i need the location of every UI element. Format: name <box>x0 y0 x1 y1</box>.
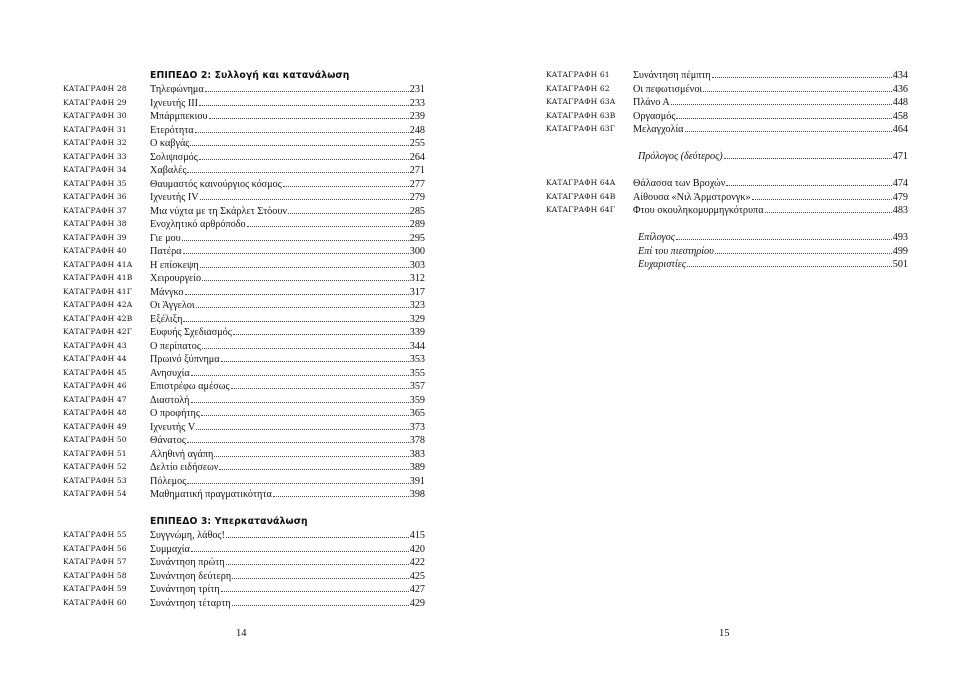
entry-label: ΚΑΤΑΓΡΑΦΗ 32 <box>63 138 127 147</box>
entry-page-number: 425 <box>409 570 425 582</box>
entry-title: Συνάντηση πρώτη <box>150 557 225 568</box>
entry-title: Μαθηματική πραγματικότητα <box>150 489 272 500</box>
entry-label: ΚΑΤΑΓΡΑΦΗ 51 <box>63 448 127 458</box>
entry-label: ΚΑΤΑΓΡΑΦΗ 47 <box>63 394 127 404</box>
dot-leader <box>671 95 892 105</box>
right-toc-list <box>546 68 908 271</box>
entry-label: ΚΑΤΑΓΡΑΦΗ 59 <box>63 584 127 593</box>
entry-title: Χαβαλές <box>150 165 187 176</box>
entry-label: ΚΑΤΑΓΡΑΦΗ 60 <box>63 597 127 607</box>
entry-page-number: 248 <box>409 124 425 136</box>
entry-page-number: 422 <box>409 557 425 568</box>
entry-page-number: 483 <box>892 205 908 216</box>
entry-page-number: 391 <box>409 475 425 487</box>
section-2-list <box>63 82 425 501</box>
entry-label: ΚΑΤΑΓΡΑΦΗ 56 <box>63 543 127 553</box>
page-number-left: 14 <box>236 628 247 639</box>
toc-entry <box>63 339 425 353</box>
entry-page-number: 277 <box>409 178 425 190</box>
dot-leader <box>195 123 409 133</box>
toc-entry <box>63 406 425 420</box>
dot-leader <box>752 190 892 200</box>
entry-label: ΚΑΤΑΓΡΑΦΗ 36 <box>63 192 127 201</box>
toc-entry <box>63 150 425 164</box>
dot-leader <box>196 298 409 308</box>
entry-label: ΚΑΤΑΓΡΑΦΗ 34 <box>63 165 127 174</box>
dot-leader <box>191 366 409 376</box>
dot-leader <box>214 447 408 457</box>
entry-label: ΚΑΤΑΓΡΑΦΗ 44 <box>63 354 127 363</box>
entry-page-number: 329 <box>409 313 425 325</box>
dot-leader <box>221 352 409 362</box>
entry-title: Μπάρμπεκιου <box>150 111 208 122</box>
entry-page-number: 436 <box>892 83 908 95</box>
entry-title: Αίθουσα «Νιλ Άρμστρονγκ» <box>633 191 751 203</box>
entry-title: Συνάντηση τρίτη <box>150 584 220 595</box>
toc-entry <box>63 217 425 231</box>
toc-entry <box>546 122 908 136</box>
entry-title: Επί του πιεστηρίου <box>638 245 714 257</box>
dot-leader <box>247 217 409 227</box>
entry-page-number: 365 <box>409 408 425 419</box>
dot-leader <box>201 406 409 416</box>
dot-leader <box>715 244 892 254</box>
entry-page-number: 389 <box>409 462 425 473</box>
toc-entry <box>546 176 908 190</box>
dot-leader <box>687 257 892 267</box>
entry-title: Θάνατος <box>150 435 186 446</box>
entry-title: Πρόλογος (δεύτερος) <box>638 151 723 162</box>
entry-title: Ευφυής Σχεδιασμός <box>150 327 232 338</box>
toc-entry <box>63 379 425 393</box>
entry-label: ΚΑΤΑΓΡΑΦΗ 37 <box>63 205 127 215</box>
entry-label: ΚΑΤΑΓΡΑΦΗ 50 <box>63 435 127 444</box>
entry-title: Πλάνο Α <box>633 97 670 108</box>
entry-title: Ο προφήτης <box>150 408 200 419</box>
entry-page-number: 231 <box>409 84 425 95</box>
entry-label: ΚΑΤΑΓΡΑΦΗ 45 <box>63 367 127 377</box>
entry-label: ΚΑΤΑΓΡΑΦΗ 28 <box>63 84 127 93</box>
entry-page-number: 357 <box>409 381 425 392</box>
toc-entry <box>63 204 425 218</box>
toc-entry <box>63 569 425 583</box>
entry-title: Οι Άγγελοι <box>150 300 195 311</box>
dot-leader <box>183 244 409 254</box>
toc-entry <box>63 244 425 258</box>
entry-title: Τηλεφώνημα <box>150 84 204 95</box>
toc-entry <box>63 474 425 488</box>
entry-title: Διαστολή <box>150 394 190 406</box>
entry-label: ΚΑΤΑΓΡΑΦΗ 39 <box>63 232 127 242</box>
dot-leader <box>232 596 409 606</box>
entry-title: Συνάντηση τέταρτη <box>150 597 231 609</box>
entry-label: ΚΑΤΑΓΡΑΦΗ 41Α <box>63 259 133 269</box>
dot-leader <box>200 258 409 268</box>
dot-leader <box>202 339 409 349</box>
dot-leader <box>233 325 409 335</box>
entry-label: ΚΑΤΑΓΡΑΦΗ 42Γ <box>63 327 133 336</box>
entry-title: Πρωινό ξύπνημα <box>150 354 220 365</box>
toc-entry <box>63 190 425 204</box>
entry-page-number: 499 <box>892 245 908 257</box>
entry-page-number: 279 <box>409 192 425 203</box>
dot-leader <box>676 230 892 240</box>
entry-page-number: 271 <box>409 165 425 176</box>
entry-title: Μελαγχολία <box>633 124 684 135</box>
section-3-heading: ΕΠΙΠΕΔΟ 3: Υπερκατανάλωση <box>150 516 308 527</box>
entry-label: ΚΑΤΑΓΡΑΦΗ 55 <box>63 530 127 539</box>
entry-title: Μάνγκο <box>150 286 184 298</box>
dot-leader <box>191 393 409 403</box>
entry-page-number: 479 <box>892 191 908 203</box>
dot-leader <box>182 231 409 241</box>
dot-leader <box>191 542 409 552</box>
entry-title: Ανησυχία <box>150 367 190 379</box>
toc-entry <box>546 149 908 163</box>
entry-label: ΚΑΤΑΓΡΑΦΗ 46 <box>63 381 127 390</box>
toc-entry <box>63 582 425 596</box>
section-3-list <box>63 528 425 609</box>
entry-page-number: 448 <box>892 97 908 108</box>
entry-label: ΚΑΤΑΓΡΑΦΗ 63Α <box>546 97 616 106</box>
toc-entry <box>63 393 425 407</box>
entry-page-number: 353 <box>409 354 425 365</box>
entry-title: Συνάντηση δεύτερη <box>150 570 232 582</box>
entry-title: Οργασμός <box>633 110 676 122</box>
entry-label: ΚΑΤΑΓΡΑΦΗ 42Α <box>63 300 133 309</box>
entry-label: ΚΑΤΑΓΡΑΦΗ 38 <box>63 219 127 228</box>
entry-title: Γιε μου <box>150 232 181 244</box>
dot-leader <box>196 420 409 430</box>
toc-entry <box>546 257 908 271</box>
entry-label: ΚΑΤΑΓΡΑΦΗ 49 <box>63 421 127 431</box>
dot-leader <box>273 487 409 497</box>
entry-title: Πατέρα <box>150 246 182 257</box>
list-gap <box>546 163 908 177</box>
entry-title: Δελτίο ειδήσεων <box>150 462 219 473</box>
entry-title: Συμμαχία <box>150 543 190 555</box>
entry-label: ΚΑΤΑΓΡΑΦΗ 48 <box>63 408 127 417</box>
entry-label: ΚΑΤΑΓΡΑΦΗ 63Γ <box>546 124 616 133</box>
toc-entry <box>546 203 908 217</box>
toc-entry <box>546 109 908 123</box>
entry-title: Ετερότητα <box>150 124 194 136</box>
entry-page-number: 295 <box>409 232 425 244</box>
entry-label: ΚΑΤΑΓΡΑΦΗ 63Β <box>546 110 616 120</box>
entry-page-number: 264 <box>409 151 425 163</box>
toc-entry <box>63 352 425 366</box>
toc-entry <box>63 271 425 285</box>
toc-entry <box>546 82 908 96</box>
toc-entry <box>546 230 908 244</box>
toc-entry <box>63 447 425 461</box>
entry-label: ΚΑΤΑΓΡΑΦΗ 64Β <box>546 191 616 201</box>
entry-page-number: 323 <box>409 300 425 311</box>
entry-title: Θαυμαστός καινούργιος κόσμος <box>150 178 282 190</box>
entry-page-number: 285 <box>409 205 425 217</box>
entry-title: Ο περίπατος <box>150 340 201 352</box>
dot-leader <box>726 176 891 186</box>
dot-leader <box>209 109 409 119</box>
list-gap <box>546 136 908 150</box>
toc-entry <box>546 244 908 258</box>
dot-leader <box>283 177 409 187</box>
entry-page-number: 303 <box>409 259 425 271</box>
dot-leader <box>185 285 409 295</box>
page-number-right: 15 <box>719 628 730 639</box>
entry-label: ΚΑΤΑΓΡΑΦΗ 40 <box>63 246 127 255</box>
toc-entry <box>63 433 425 447</box>
section-2-heading: ΕΠΙΠΕΔΟ 2: Συλλογή και κατανάλωση <box>150 70 350 81</box>
entry-page-number: 373 <box>409 421 425 433</box>
toc-entry <box>63 542 425 556</box>
entry-label: ΚΑΤΑΓΡΑΦΗ 58 <box>63 570 127 580</box>
entry-title: Ιχνευτής V <box>150 421 196 433</box>
entry-page-number: 255 <box>409 138 425 149</box>
toc-entry <box>63 487 425 501</box>
dot-leader <box>676 109 891 119</box>
toc-entry <box>63 96 425 110</box>
entry-label: ΚΑΤΑΓΡΑΦΗ 29 <box>63 97 127 107</box>
entry-page-number: 420 <box>409 543 425 555</box>
toc-entry <box>63 460 425 474</box>
dot-leader <box>219 460 408 470</box>
entry-label: ΚΑΤΑΓΡΑΦΗ 33 <box>63 151 127 161</box>
entry-title: Θάλασσα των Βροχών <box>633 178 726 189</box>
entry-label: ΚΑΤΑΓΡΑΦΗ 30 <box>63 111 127 120</box>
entry-page-number: 474 <box>892 178 908 189</box>
dot-leader <box>703 82 892 92</box>
entry-page-number: 355 <box>409 367 425 379</box>
entry-title: Πόλεμος <box>150 475 187 487</box>
dot-leader <box>199 96 409 106</box>
toc-entry <box>63 298 425 312</box>
entry-title: Σολιψισμός <box>150 151 198 163</box>
entry-title: Ευχαριστίες <box>638 259 686 270</box>
entry-page-number: 359 <box>409 394 425 406</box>
toc-entry <box>63 285 425 299</box>
toc-entry <box>63 258 425 272</box>
entry-page-number: 398 <box>409 489 425 500</box>
dot-leader <box>724 149 892 159</box>
entry-page-number: 415 <box>409 530 425 541</box>
toc-entry <box>63 136 425 150</box>
entry-page-number: 317 <box>409 286 425 298</box>
entry-title: Συγγνώμη, λάθος! <box>150 530 225 541</box>
entry-title: Συνάντηση πέμπτη <box>633 70 711 81</box>
entry-label: ΚΑΤΑΓΡΑΦΗ 42Β <box>63 313 133 323</box>
dot-leader <box>199 150 409 160</box>
entry-page-number: 312 <box>409 273 425 284</box>
entry-label: ΚΑΤΑΓΡΑΦΗ 61 <box>546 70 610 79</box>
toc-entry <box>63 163 425 177</box>
entry-title: Μια νύχτα με τη Σκάρλετ Στόουν <box>150 205 288 217</box>
dot-leader <box>231 379 409 389</box>
entry-label: ΚΑΤΑΓΡΑΦΗ 31 <box>63 124 127 134</box>
entry-page-number: 434 <box>892 70 908 81</box>
entry-label: ΚΑΤΑΓΡΑΦΗ 43 <box>63 340 127 350</box>
dot-leader <box>221 582 409 592</box>
dot-leader <box>712 68 892 78</box>
entry-page-number: 378 <box>409 435 425 446</box>
entry-page-number: 471 <box>892 151 908 162</box>
entry-page-number: 239 <box>409 111 425 122</box>
toc-entry <box>63 528 425 542</box>
dot-leader <box>226 528 409 538</box>
dot-leader <box>187 163 408 173</box>
toc-entry <box>63 312 425 326</box>
toc-entry <box>63 420 425 434</box>
dot-leader <box>202 271 409 281</box>
entry-title: Χειρουργείο <box>150 273 202 284</box>
toc-entry <box>63 82 425 96</box>
toc-entry <box>63 555 425 569</box>
dot-leader <box>226 555 409 565</box>
entry-page-number: 464 <box>892 124 908 135</box>
list-gap <box>546 217 908 231</box>
dot-leader <box>200 190 409 200</box>
toc-entry <box>546 190 908 204</box>
dot-leader <box>288 204 409 214</box>
entry-title: Αληθινή αγάπη <box>150 448 214 460</box>
entry-label: ΚΑΤΑΓΡΑΦΗ 54 <box>63 489 127 498</box>
toc-entry <box>63 123 425 137</box>
entry-title: Επιστρέφω αμέσως <box>150 381 230 392</box>
toc-entry <box>63 177 425 191</box>
dot-leader <box>183 312 408 322</box>
entry-label: ΚΑΤΑΓΡΑΦΗ 41Γ <box>63 286 133 296</box>
toc-entry <box>63 325 425 339</box>
entry-page-number: 427 <box>409 584 425 595</box>
entry-page-number: 233 <box>409 97 425 109</box>
entry-page-number: 493 <box>892 232 908 243</box>
entry-title: Ο καβγάς <box>150 138 190 149</box>
entry-title: Επίλογος <box>638 232 675 243</box>
right-page <box>483 0 966 680</box>
toc-entry <box>63 231 425 245</box>
entry-title: Η επίσκεψη <box>150 259 199 271</box>
dot-leader <box>232 569 409 579</box>
entry-label: ΚΑΤΑΓΡΑΦΗ 52 <box>63 462 127 471</box>
dot-leader <box>187 433 409 443</box>
dot-leader <box>190 136 408 146</box>
entry-page-number: 501 <box>892 259 908 270</box>
dot-leader <box>187 474 408 484</box>
entry-label: ΚΑΤΑΓΡΑΦΗ 41Β <box>63 273 133 282</box>
entry-page-number: 383 <box>409 448 425 460</box>
entry-label: ΚΑΤΑΓΡΑΦΗ 35 <box>63 178 127 188</box>
entry-label: ΚΑΤΑΓΡΑΦΗ 64Α <box>546 178 616 187</box>
entry-label: ΚΑΤΑΓΡΑΦΗ 62 <box>546 83 610 93</box>
dot-leader <box>685 122 892 132</box>
entry-title: Φτου σκουληκομυρμηγκότρυπα <box>633 205 764 216</box>
entry-title: Ιχνευτής IV <box>150 192 199 203</box>
dot-leader <box>765 203 892 213</box>
entry-label: ΚΑΤΑΓΡΑΦΗ 64Γ <box>546 205 616 214</box>
entry-title: Ιχνευτής ΙΙΙ <box>150 97 199 109</box>
dot-leader <box>205 82 409 92</box>
toc-entry <box>546 95 908 109</box>
toc-entry <box>546 68 908 82</box>
toc-entry <box>63 366 425 380</box>
entry-page-number: 300 <box>409 246 425 257</box>
toc-entry <box>63 596 425 610</box>
toc-entry <box>63 109 425 123</box>
entry-label: ΚΑΤΑΓΡΑΦΗ 53 <box>63 475 127 485</box>
entry-page-number: 339 <box>409 327 425 338</box>
entry-page-number: 429 <box>409 597 425 609</box>
entry-label: ΚΑΤΑΓΡΑΦΗ 57 <box>63 557 127 566</box>
entry-title: Εξέλιξη <box>150 313 183 325</box>
entry-title: Οι πεφωτισμένοι <box>633 83 703 95</box>
entry-page-number: 344 <box>409 340 425 352</box>
entry-title: Ενοχλητικό αρθρόποδο <box>150 219 246 230</box>
entry-page-number: 289 <box>409 219 425 230</box>
entry-page-number: 458 <box>892 110 908 122</box>
